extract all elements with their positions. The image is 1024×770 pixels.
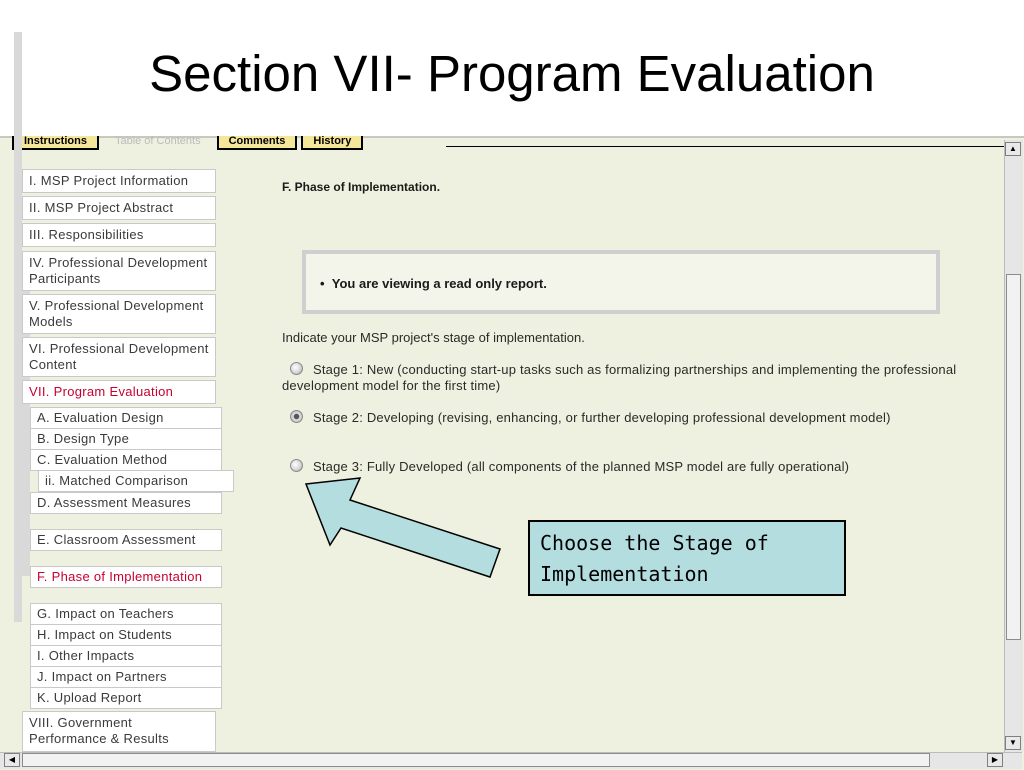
slide-title: Section VII- Program Evaluation xyxy=(149,45,875,102)
nav-item-pd-models[interactable]: V. Professional Development Models xyxy=(22,294,216,334)
nav-item-pd-participants[interactable]: IV. Professional Development Participants xyxy=(22,251,216,291)
subnav-classroom-assessment[interactable]: E. Classroom Assessment xyxy=(30,529,222,551)
notice-label: You are viewing a read only report. xyxy=(331,276,547,291)
stage-prompt: Indicate your MSP project's stage of implementation. xyxy=(282,330,585,345)
subnav-assessment-measures[interactable]: D. Assessment Measures xyxy=(30,492,222,514)
subnav-upload-report[interactable]: K. Upload Report xyxy=(30,687,222,709)
subnav-matched-comparison[interactable]: ii. Matched Comparison xyxy=(38,470,234,492)
nav-item-msp-project-abstract[interactable]: II. MSP Project Abstract xyxy=(22,196,216,220)
scroll-right-icon[interactable]: ▶ xyxy=(987,753,1003,767)
nav-item-responsibilities[interactable]: III. Responsibilities xyxy=(22,223,216,247)
stage-option-1-label: Stage 1: New (conducting start-up tasks such as formalizing partnerships and implementing the professional development model for the first time) xyxy=(282,362,957,393)
scroll-down-icon[interactable]: ▼ xyxy=(1005,736,1021,750)
subnav-impact-on-students[interactable]: H. Impact on Students xyxy=(30,624,222,646)
callout-box: Choose the Stage of Implementation xyxy=(528,520,846,596)
scroll-left-icon[interactable]: ◀ xyxy=(4,753,20,767)
bullet-icon: • xyxy=(320,276,332,291)
subnav-design-type[interactable]: B. Design Type xyxy=(30,428,222,450)
tab-comments[interactable]: Comments xyxy=(217,136,298,150)
tab-history[interactable]: History xyxy=(301,136,363,150)
section-heading: F. Phase of Implementation. xyxy=(282,180,441,194)
horizontal-scroll-thumb[interactable] xyxy=(22,753,930,767)
subnav-phase-of-implementation[interactable]: F. Phase of Implementation xyxy=(30,566,222,588)
tab-table-of-contents[interactable]: Table of Contents xyxy=(114,136,201,147)
stage-option-2-label: Stage 2: Developing (revising, enhancing, or further developing professional development model) xyxy=(313,410,891,425)
vertical-scroll-thumb[interactable] xyxy=(1006,274,1021,640)
nav-item-program-evaluation[interactable]: VII. Program Evaluation xyxy=(22,380,216,404)
nav-item-government-performance[interactable]: VIII. Government Performance & Results xyxy=(22,711,216,752)
tab-instructions[interactable]: Instructions xyxy=(12,136,99,150)
scroll-up-icon[interactable]: ▲ xyxy=(1005,142,1021,156)
subnav-impact-on-teachers[interactable]: G. Impact on Teachers xyxy=(30,603,222,625)
nav-item-msp-project-information[interactable]: I. MSP Project Information xyxy=(22,169,216,193)
stage-option-3-label: Stage 3: Fully Developed (all components of the planned MSP model are fully operational) xyxy=(313,459,850,474)
subnav-evaluation-design[interactable]: A. Evaluation Design xyxy=(30,407,222,429)
nav-item-pd-content[interactable]: VI. Professional Development Content xyxy=(22,337,216,377)
subnav-other-impacts[interactable]: I. Other Impacts xyxy=(30,645,222,667)
subnav-evaluation-method[interactable]: C. Evaluation Method xyxy=(30,449,222,471)
subnav-impact-on-partners[interactable]: J. Impact on Partners xyxy=(30,666,222,688)
